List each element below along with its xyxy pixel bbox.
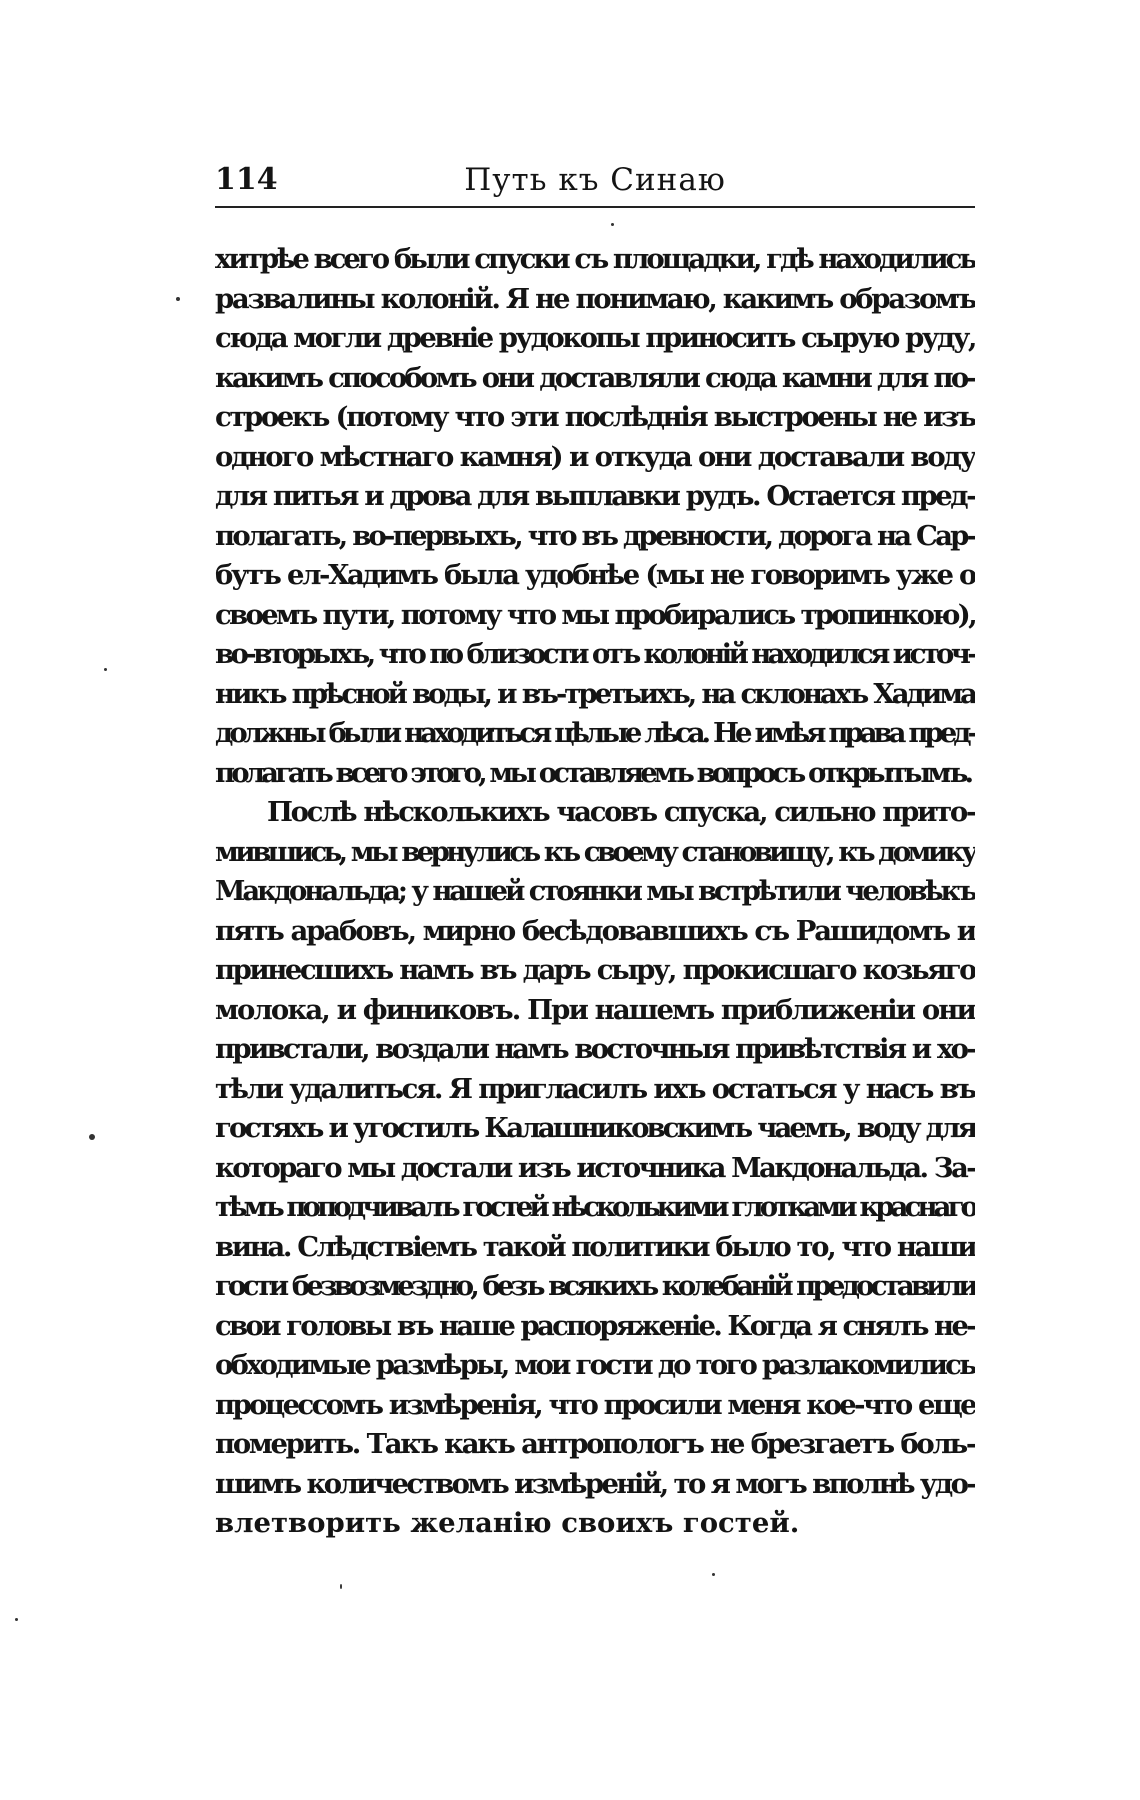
text-line: померить. Такъ какъ антропологъ не брезгаетъ боль- [215,1428,975,1460]
header-rule [215,206,975,208]
text-line: котораго мы достали изъ источника Макдональда. За- [215,1151,975,1184]
text-line: свои головы въ наше распоряженіе. Когда я снялъ не- [215,1309,975,1342]
running-title: Путь къ Синаю [464,162,726,198]
text-line: полагать всего этого, мы оставляемъ вопросъ открытымъ. [215,756,971,789]
paragraph-2 [215,793,975,1544]
scan-speck [176,297,180,301]
text-line: вина. Слѣдствіемъ такой политики было то, что наши [215,1230,975,1263]
text-line: никъ прѣсной воды, и въ-третьихъ, на склонахъ Хадима [215,677,975,710]
text-line: обходимые размѣры, мои гости до того разлакомились [215,1349,975,1381]
scan-speck [104,668,107,671]
scan-speck [89,1134,95,1140]
text-line: принесшихъ намъ въ даръ сыру, прокисшаго козьяго [215,954,975,986]
text-line: бутъ ел-Хадимъ была удобнѣе (мы не говоримъ уже о [215,559,975,591]
text-line: строекъ (потому что эти послѣднія выстроены не изъ [215,401,975,433]
text-line: какимъ способомъ они доставляли сюда камни для по- [215,361,975,394]
text-line: процессомъ измѣренія, что просили меня кое-что еще [215,1388,975,1421]
page-header [215,160,975,200]
text-line: одного мѣстнаго камня) и откуда они доставали воду [215,440,975,473]
text-line: во-вторыхъ, что по близости отъ колоній находился источ- [215,638,975,670]
scan-speck [15,1618,18,1621]
text-line: пять арабовъ, мирно бесѣдовавшихъ съ Рашидомъ и [215,914,975,947]
page-number: 114 [215,162,278,197]
text-line: полагать, во-первыхъ, что въ древности, дорога на Сар- [215,519,975,552]
text-line: влетворить желанію своихъ гостей. [215,1507,800,1539]
text-line: сюда могли древніе рудокопы приносить сырую руду, [215,322,975,354]
text-line: тѣмъ поподчивалъ гостей нѣсколькими глотками краснаго [215,1191,975,1223]
text-line: гостяхъ и угостилъ Калашниковскимъ чаемъ, воду для [215,1112,975,1144]
paragraph-1 [215,240,975,793]
text-line: для питья и дрова для выплавки рудъ. Остается пред- [215,480,975,512]
text-line: тѣли удалиться. Я пригласилъ ихъ остаться у насъ въ [215,1072,975,1105]
body-text [215,240,975,1544]
text-line: развалины колоній. Я не понимаю, какимъ образомъ [215,282,975,315]
text-line: привстали, воздали намъ восточныя привѣтствія и хо- [215,1033,975,1065]
text-line: шимъ количествомъ измѣреній, то я могъ вполнѣ удо- [215,1467,975,1500]
scan-speck [340,1584,342,1589]
text-line: гости безвозмездно, безъ всякихъ колебаній предоставили [215,1270,975,1302]
scan-speck [611,223,614,226]
text-line: хитрѣе всего были спуски съ площадки, гдѣ находились [215,243,975,275]
scan-speck [712,1573,715,1576]
text-line: Послѣ нѣсколькихъ часовъ спуска, сильно прито- [267,796,975,828]
text-line: молока, и финиковъ. При нашемъ приближеніи они [215,993,975,1026]
text-line: Макдональда; у нашей стоянки мы встрѣтили человѣкъ [215,875,975,907]
text-line: мившись, мы вернулись къ своему становищу, къ домику [215,835,975,868]
text-line: своемъ пути, потому что мы пробирались тропинкою), [215,598,975,631]
text-line: должны были находиться цѣлые лѣса. Не имѣя права пред- [215,717,975,749]
